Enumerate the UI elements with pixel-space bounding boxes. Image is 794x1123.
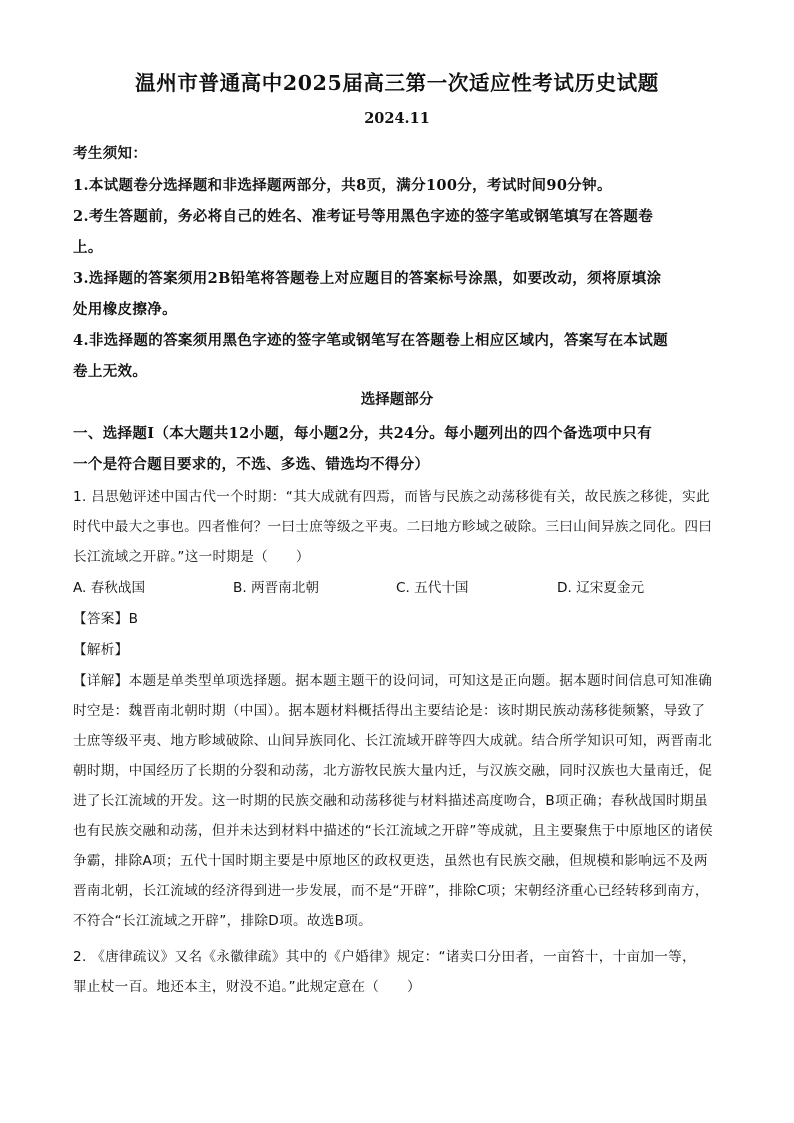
detail-line: 士庶等级平夷、地方畛域破除、山间异族同化、长江流域开辟等四大成就。结合所学知识可知，两晋南北 — [73, 733, 713, 749]
answer-line: 【答案】B — [73, 611, 139, 627]
part-heading-line: 一、选择题Ⅰ（本大题共12小题，每小题2分，共24分。每小题列出的四个备选项中只有 — [73, 425, 653, 442]
notice-line: 处用橡皮擦净。 — [73, 301, 177, 318]
notice-line: 上。 — [73, 239, 103, 256]
part-heading-line: 一个是符合题目要求的，不选、多选、错选均不得分） — [73, 456, 430, 473]
analysis-heading: 【解析】 — [73, 642, 129, 658]
option-c: C. 五代十国 — [396, 580, 469, 596]
notice-heading: 考生须知： — [73, 145, 148, 162]
notice-line: 3.选择题的答案须用2B铅笔将答题卷上对应题目的答案标号涂黑，如要改动，须将原填涂 — [73, 270, 662, 287]
option-a: A. 春秋战国 — [73, 580, 146, 596]
question-2-line: 罪止杖一百。地还本主，财没不追。”此规定意在（ ） — [73, 979, 421, 995]
question-1-line: 长江流域之开辟。”这一时期是（ ） — [73, 549, 310, 565]
exam-date: 2024.11 — [364, 110, 430, 127]
section-title: 选择题部分 — [360, 391, 434, 408]
detail-line: 争霸，排除A项；五代十国时期主要是中原地区的政权更迭，虽然也有民族交融，但规模和影响远不及两 — [73, 853, 708, 869]
exam-title: 温州市普通高中2025届高三第一次适应性考试历史试题 — [135, 71, 659, 95]
detail-line: 也有民族交融和动荡，但并未达到材料中描述的“长江流域之开辟”等成就，且主要聚焦于中原地区的诸侯 — [73, 823, 713, 839]
option-b: B. 两晋南北朝 — [233, 580, 319, 596]
notice-line: 1.本试题卷分选择题和非选择题两部分，共8页，满分100分，考试时间90分钟。 — [73, 177, 612, 194]
question-2-line: 2. 《唐律疏议》又名《永徽律疏》其中的《户婚律》规定：“诸卖口分田者，一亩笞十，十亩加一等， — [73, 949, 696, 965]
detail-line: 进了长江流域的开发。这一时期的民族交融和动荡移徙与材料描述高度吻合，B项正确；春秋战国时期虽 — [73, 793, 708, 809]
detail-line: 时空是：魏晋南北朝时期（中国）。据本题材料概括得出主要结论是：该时期民族动荡移徙频繁，导致了 — [73, 703, 706, 719]
notice-line: 卷上无效。 — [73, 363, 148, 380]
detail-line: 【详解】本题是单类型单项选择题。据本题主题干的设问词，可知这是正向题。据本题时间信息可知准确 — [73, 673, 713, 689]
detail-line: 不符合“长江流域之开辟”，排除D项。故选B项。 — [73, 913, 373, 929]
detail-line: 晋南北朝，长江流域的经济得到进一步发展，而不是“开辟”，排除C项；宋朝经济重心已经转移到南方， — [73, 883, 709, 899]
notice-line: 2.考生答题前，务必将自己的姓名、准考证号等用黑色字迹的签字笔或钢笔填写在答题卷 — [73, 208, 654, 225]
option-d: D. 辽宋夏金元 — [557, 580, 645, 596]
notice-line: 4.非选择题的答案须用黑色字迹的签字笔或钢笔写在答题卷上相应区域内，答案写在本试题 — [73, 332, 668, 349]
question-1-line: 1. 吕思勉评述中国古代一个时期：“其大成就有四焉，而皆与民族之动荡移徙有关，故民族之移徙，实此 — [73, 489, 710, 505]
detail-line: 朝时期，中国经历了长期的分裂和动荡，北方游牧民族大量内迁，与汉族交融，同时汉族也大量南迁，促 — [73, 763, 713, 779]
question-1-line: 时代中最大之事也。四者惟何？一曰士庶等级之平夷。二曰地方畛域之破除。三曰山间异族之同化。四曰 — [73, 519, 713, 535]
